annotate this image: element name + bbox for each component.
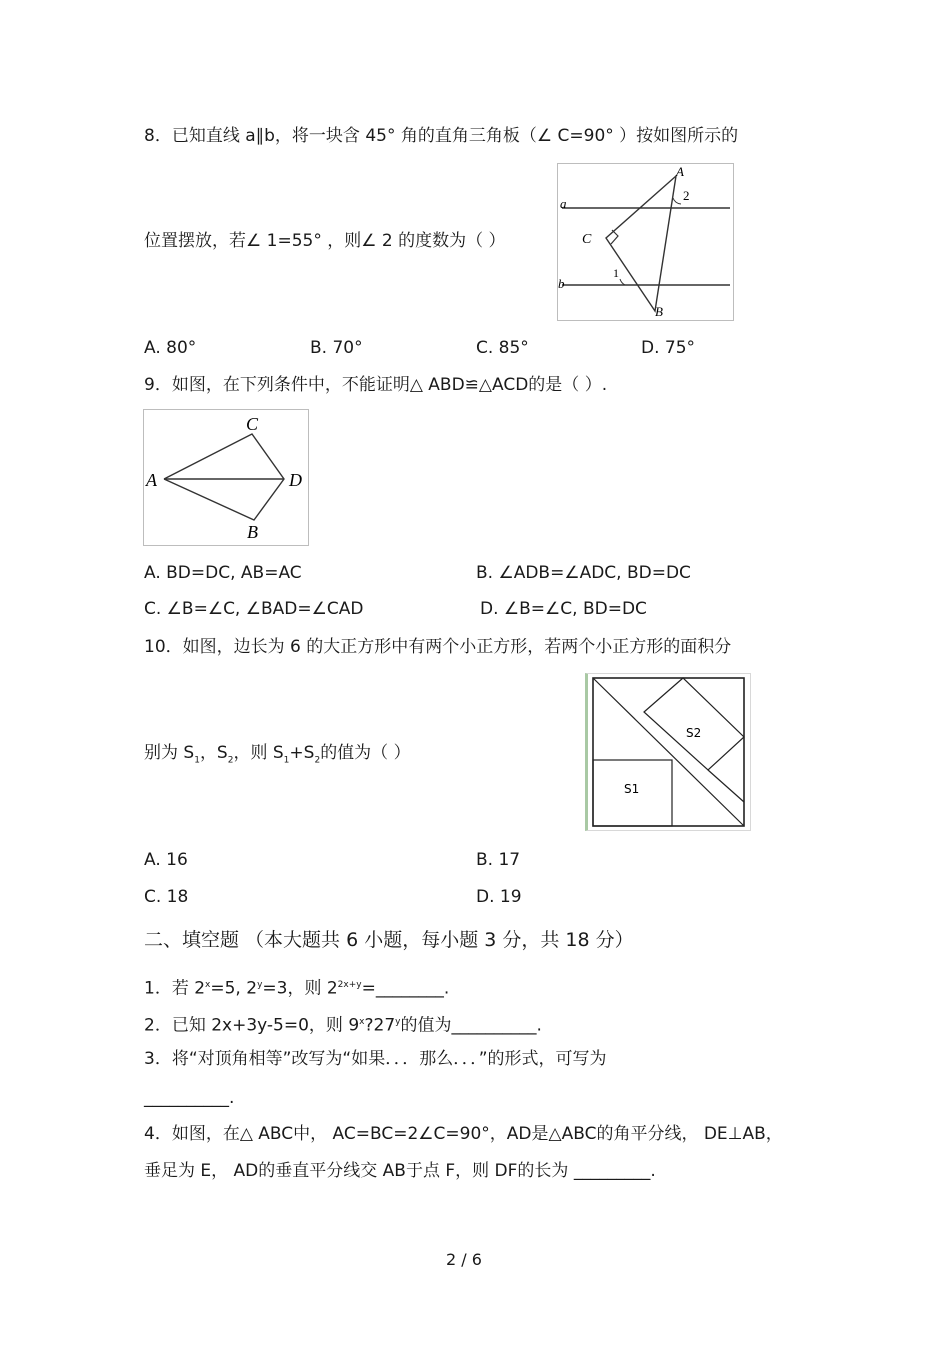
q10-option-b: B. 17 (476, 850, 521, 870)
q10-sub-2: 2 (227, 755, 234, 766)
q8-stem-line1: 8．已知直线 a∥b，将一块含 45° 角的直角三角板（∠ C=90° ）按如图所示的 (144, 126, 739, 146)
label-a: a (560, 196, 567, 211)
diagonal (593, 678, 744, 826)
fill-q4-line1: 4．如图，在△ ABC中， AC=BC=2∠C=90°，AD是△ABC的角平分线， DE⊥AB， (144, 1124, 783, 1144)
q9-stem: 9．如图，在下列条件中，不能证明△ ABD≌△ACD的是（ ）. (144, 375, 608, 395)
q9-option-c: C. ∠B=∠C, ∠BAD=∠CAD (144, 599, 364, 619)
label-s1: S1 (624, 782, 640, 796)
fill-q1-sup-x: x (205, 980, 211, 990)
q10-text-c: ，则 S (233, 743, 284, 763)
fill-q2-c: 的值为__________. (400, 1015, 542, 1036)
q10-sub-4: 2 (314, 755, 321, 766)
label-B: B (655, 304, 663, 319)
q10-option-c: C. 18 (144, 887, 189, 907)
fill-q2-sup-y: y (395, 1017, 401, 1027)
q10-option-d: D. 19 (476, 887, 522, 907)
label-b: b (558, 276, 565, 291)
fill-q4-line2: 垂足为 E， AD的垂直平分线交 AB于点 F，则 DF的长为 _________. (144, 1161, 656, 1181)
fill-q1 (144, 974, 449, 1000)
q9-figure (143, 409, 309, 546)
label-C: C (246, 414, 259, 434)
fill-q3-line1: 3．将“对顶角相等”改写为“如果．．．那么．．．”的形式，可写为 (144, 1049, 607, 1069)
label-B: B (247, 522, 258, 542)
q9-option-d: D. ∠B=∠C, BD=DC (480, 599, 647, 619)
q10-text-d: +S (289, 743, 315, 763)
q9-option-a: A. BD=DC, AB=AC (144, 563, 302, 583)
label-D: D (289, 470, 302, 490)
q10-figure (585, 673, 751, 831)
label-angle1: 1 (613, 266, 619, 280)
triangle-abc (606, 176, 676, 311)
q10-option-a: A. 16 (144, 850, 188, 870)
fill-q1-a: 1．若 2 (144, 978, 206, 999)
fill-q2 (144, 1011, 542, 1037)
fill-q3-line2: __________. (144, 1088, 235, 1108)
fill-q1-sup-y: y (257, 980, 263, 990)
q10-stem-line2 (144, 742, 411, 771)
fill-q1-c: =3，则 2 (262, 978, 338, 999)
fill-q1-sup-exp: 2x+y (337, 980, 362, 990)
fill-q2-a: 2．已知 2x+3y-5=0，则 9 (144, 1015, 360, 1036)
q10-sub-3: 1 (283, 755, 290, 766)
q8-stem-line2: 位置摆放，若∠ 1=55° ，则∠ 2 的度数为（ ） (144, 231, 506, 251)
q8-option-c: C. 85° (476, 338, 529, 358)
page-number: 2 / 6 (446, 1250, 482, 1269)
fill-q1-b: =5, 2 (210, 978, 258, 999)
label-s2: S2 (686, 726, 702, 740)
q8-option-b: B. 70° (310, 338, 363, 358)
q10-sub-1: 1 (194, 755, 200, 766)
q10-text-e: 的值为（ ） (320, 743, 411, 763)
quadrilateral-acdb (164, 434, 284, 520)
fill-q2-b: ?27 (364, 1015, 396, 1036)
s2-extension (708, 770, 744, 802)
q8-option-a: A. 80° (144, 338, 197, 358)
q8-figure (557, 163, 734, 321)
label-angle2: 2 (683, 188, 690, 203)
label-A: A (146, 470, 157, 490)
q10-text-b: ，S (199, 743, 228, 763)
fill-q1-d: =________. (361, 978, 450, 999)
q10-stem-line1: 10．如图，边长为 6 的大正方形中有两个小正方形，若两个小正方形的面积分 (144, 637, 732, 657)
section2-title: 二、填空题 （本大题共 6 小题，每小题 3 分，共 18 分） (144, 929, 634, 951)
q10-text-a: 别为 S (144, 743, 195, 763)
angle1-arc (620, 279, 625, 285)
square-s2 (644, 678, 744, 770)
angle2-arc (673, 198, 681, 204)
q8-option-d: D. 75° (641, 338, 696, 358)
fill-q2-sup-x: x (359, 1017, 365, 1027)
q9-option-b: B. ∠ADB=∠ADC, BD=DC (476, 563, 691, 583)
label-A: A (676, 164, 684, 179)
label-C: C (582, 232, 592, 247)
